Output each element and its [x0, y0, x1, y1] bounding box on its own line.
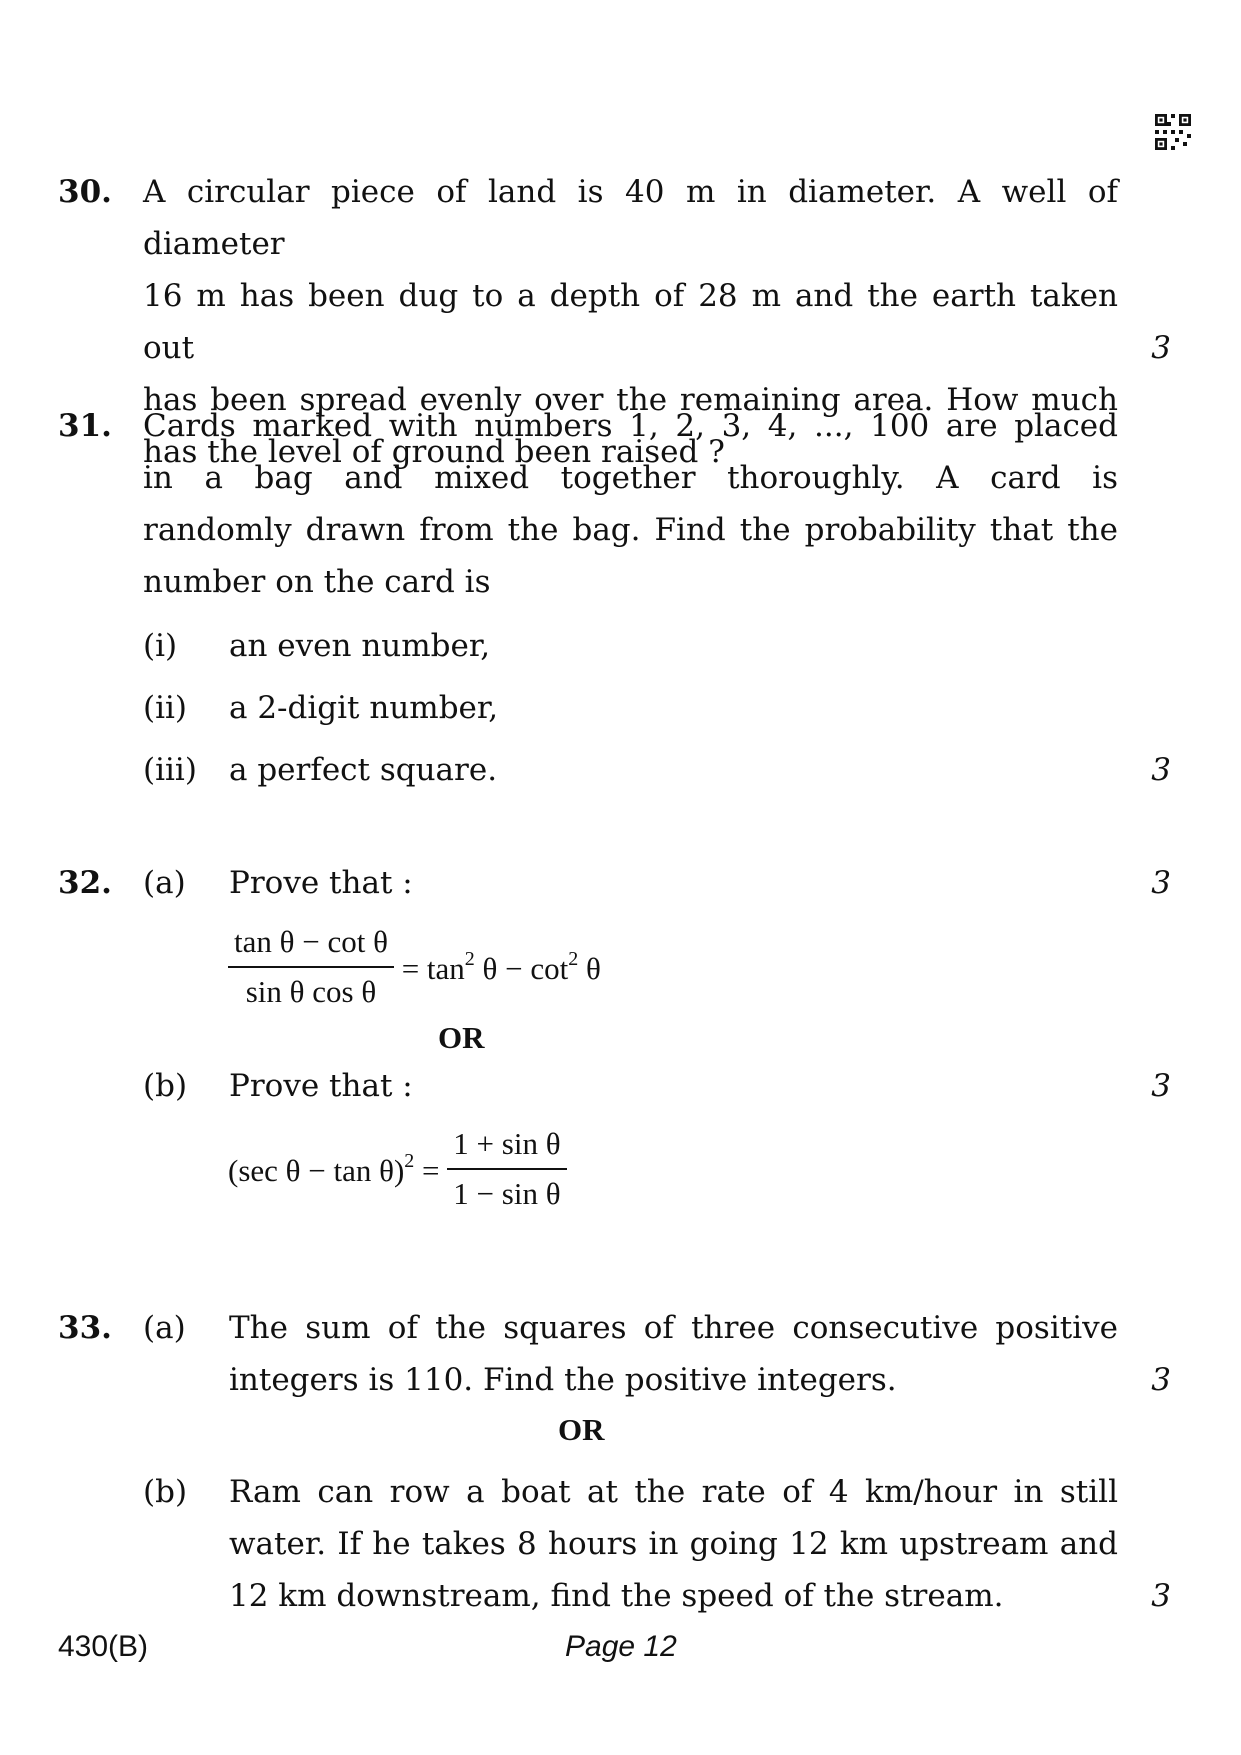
text-line: in a bag and mixed together thoroughly. A card is — [143, 460, 1118, 496]
lhs-part: (sec θ − tan θ) — [228, 1152, 405, 1188]
part-text: Prove that : — [229, 1068, 413, 1104]
or-separator: OR — [558, 1412, 605, 1447]
equals-sign: = — [414, 1152, 440, 1188]
rhs-part: θ − cot — [474, 950, 569, 986]
paper-code: 430(B) — [58, 1630, 149, 1663]
page-number: Page 12 — [565, 1630, 677, 1663]
part-label: (i) — [143, 628, 178, 664]
exponent: 2 — [568, 947, 579, 970]
part-label: (a) — [143, 1310, 186, 1346]
marks: 3 — [1151, 1362, 1171, 1398]
fraction — [228, 924, 394, 1010]
text-line: has the level of ground been raised ? — [143, 434, 725, 470]
equation-lhs — [228, 1149, 440, 1188]
text-line: Ram can row a boat at the rate of 4 km/hour in still — [229, 1474, 1118, 1510]
question-number: 32. — [58, 865, 112, 901]
question-31-text — [143, 400, 1118, 608]
text-line: The sum of the squares of three consecutive positive — [229, 1310, 1118, 1346]
marks: 3 — [1151, 865, 1171, 901]
or-separator: OR — [438, 1020, 485, 1055]
text-line: number on the card is — [143, 564, 491, 600]
text-line: has been spread evenly over the remaining area. How much — [143, 382, 1118, 418]
exponent: 2 — [464, 947, 475, 970]
part-text: a 2-digit number, — [229, 690, 499, 726]
exponent: 2 — [404, 1149, 415, 1172]
rhs-part: θ — [578, 950, 601, 986]
part-text: an even number, — [229, 628, 491, 664]
question-33a-text — [229, 1302, 1118, 1406]
rhs-part: = tan — [401, 950, 465, 986]
fraction — [447, 1126, 566, 1212]
marks: 3 — [1151, 752, 1171, 788]
part-label: (a) — [143, 865, 186, 901]
text-line: Cards marked with numbers 1, 2, 3, 4, ..., 100 are placed — [143, 408, 1118, 444]
marks: 3 — [1151, 1578, 1171, 1614]
fraction-denominator: sin θ cos θ — [245, 974, 377, 1009]
part-text: a perfect square. — [229, 752, 498, 788]
text-line: 16 m has been dug to a depth of 28 m and the earth taken out — [143, 278, 1118, 366]
equation-b — [228, 1126, 567, 1212]
marks: 3 — [1151, 330, 1171, 366]
fraction-numerator: 1 + sin θ — [447, 1126, 566, 1170]
fraction-denominator: 1 − sin θ — [453, 1176, 561, 1211]
qr-code-icon — [1155, 114, 1191, 150]
question-number: 30. — [58, 174, 112, 210]
part-label: (b) — [143, 1474, 188, 1510]
fraction-numerator: tan θ − cot θ — [228, 924, 394, 968]
marks: 3 — [1151, 1068, 1171, 1104]
text-line: water. If he takes 8 hours in going 12 km upstream and — [229, 1526, 1118, 1562]
part-label: (b) — [143, 1068, 188, 1104]
text-line: integers is 110. Find the positive integers. — [229, 1362, 897, 1398]
part-text: Prove that : — [229, 865, 413, 901]
equation-a — [228, 924, 601, 1010]
question-number: 33. — [58, 1310, 112, 1346]
text-line: A circular piece of land is 40 m in diameter. A well of diameter — [143, 174, 1118, 262]
question-number: 31. — [58, 408, 112, 444]
text-line: 12 km downstream, find the speed of the stream. — [229, 1578, 1004, 1614]
part-label: (iii) — [143, 752, 197, 788]
equation-rhs — [401, 947, 601, 986]
part-label: (ii) — [143, 690, 188, 726]
question-33b-text — [229, 1466, 1118, 1622]
text-line: randomly drawn from the bag. Find the probability that the — [143, 512, 1118, 548]
